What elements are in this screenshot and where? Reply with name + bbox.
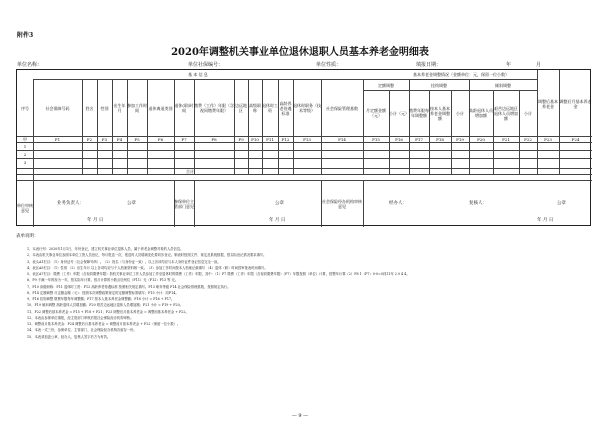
code-cell: F14 xyxy=(338,136,346,142)
col-link-years: 缴费年限每年调整额 xyxy=(409,108,429,118)
grid-hline xyxy=(17,174,592,175)
note-line: 10、F19 倾斜调整 高龄退休人员增加额；F20 艰苦边远地区退休人员增加额；F21 小计 = F19 + F20。 xyxy=(27,303,184,308)
col-fixed-amount: 月定额金额（元） xyxy=(366,108,386,118)
unit-code-label: 单位社保编号： xyxy=(188,62,224,68)
code-cell: F24 xyxy=(571,136,580,142)
col-work-start: 参加工作时间 xyxy=(127,103,147,113)
dept-date: 年 月 日 xyxy=(269,218,286,223)
note-line: 6、F9 不满一年的视为一年，按实际年计算，按月计算的小数点后两位（F11）无（F12）F13 等 无。 xyxy=(27,278,179,283)
grid-hline xyxy=(17,142,592,143)
code-cell: F17 xyxy=(415,136,423,142)
code-cell: 甲 xyxy=(23,136,27,142)
grid-vline xyxy=(194,180,195,227)
grid-vline xyxy=(363,180,364,227)
grid-hline xyxy=(17,180,592,181)
group-basic-info: 基 本 信 息 xyxy=(188,72,208,77)
code-cell: F21 xyxy=(502,136,510,142)
col-link-base: 按本人基本养老金调整额 xyxy=(430,105,450,121)
code-cell: F20 xyxy=(477,136,485,142)
col-pension-before: 退休时工资 xyxy=(262,103,278,113)
note-line: 1、本表行列：2020年1月1日，年份登记，建立机关事业单位退休人员，属于养老金调整对象的人员信息。 xyxy=(27,247,184,251)
unit-name-label: 单位名称： xyxy=(17,62,43,68)
date-year: 年 xyxy=(506,62,512,68)
col-insurance-type: 社会保险管理基数 xyxy=(326,105,358,111)
code-cell: F3 xyxy=(101,136,108,142)
agency-stamp-label: 公章 xyxy=(557,201,566,206)
group-tilt: 倾斜调整 xyxy=(495,82,511,88)
grid-hline xyxy=(17,158,592,159)
col-pension-std: 退休时职务（技术等级） xyxy=(293,103,321,113)
col-tilt-sub: 小计 xyxy=(524,110,532,116)
col-tilt-remote: 艰苦边远地区退休人员增加额 xyxy=(494,105,518,121)
col-after-total: 调整后月基本养老金 xyxy=(559,98,592,109)
code-cell: F8 xyxy=(211,136,217,142)
note-line: 4、表区A5栏目：（1）性别 （2）出生年月 以上各项均应与个人档案资料相一致。（3）参加工作时间按本人档案记载填写 （4）退休（职）时间按审批表时间填写。 xyxy=(27,265,268,270)
note-line: 3、表头A1栏目：（1）身份证号（社会保障号码）。（2）姓名（与身份证一致）。以上各项均应与本人身份证件登记信息完全一致。 xyxy=(27,259,221,264)
unit-stamp-label: 公章 xyxy=(127,201,136,206)
col-sex: 性别 xyxy=(100,105,109,111)
note-line: 8、F14 定额调整 月定额金额（元）：按照本次调整政策规定的定额调整标准填写；F15 小计：同F14。 xyxy=(27,290,179,295)
code-cell: F16 xyxy=(395,136,403,142)
unit-nature-label: 单位性质： xyxy=(316,62,342,68)
date-month: 月 xyxy=(536,62,542,68)
code-cell: F12 xyxy=(281,136,290,142)
note-line: 14、本表一式三份，参保单位、主管部门、社会保险经办机构各留存一份。 xyxy=(27,328,137,333)
col-birth: 出生年月 xyxy=(113,103,126,113)
group-adjust-info: 基本养老金调整情况（金额单位：元，保留一位小数） xyxy=(413,72,509,77)
code-cell: F11 xyxy=(266,136,274,142)
code-cell: F19 xyxy=(456,136,464,142)
grid-hline xyxy=(17,150,592,151)
col-id: 社会保障号码 xyxy=(45,105,70,111)
agency-date: 年 月 日 xyxy=(537,218,554,223)
code-cell: F7 xyxy=(181,136,187,142)
unit-date: 年 月 日 xyxy=(87,218,104,223)
agency-opinion-label: 社会保险经办机构审核意见 xyxy=(322,198,362,209)
group-link: 挂钩调整 xyxy=(431,82,447,88)
row-number: 3 xyxy=(23,159,27,165)
col-title-level: 高级职称 xyxy=(249,103,261,113)
note-line: 9、F16 挂钩调整 缴费年限每年调整额；F17 按本人基本养老金调整额；F18 小计 = F16 + F17。 xyxy=(27,297,175,301)
dept-opinion-label: 参保单位主管部门意见 xyxy=(174,198,194,209)
code-cell: F5 xyxy=(134,136,140,142)
attachment-label: 附件3 xyxy=(17,32,34,39)
page-title: 2020年调整机关事业单位退休退职人员基本养老金明细表 xyxy=(171,47,429,58)
code-cell: F6 xyxy=(157,136,164,142)
code-cell: F10 xyxy=(251,136,259,142)
row-number: 1 xyxy=(23,143,27,149)
row-number: 2 xyxy=(23,151,27,157)
code-cell: F1 xyxy=(54,136,61,142)
agency-reviewer-label: 复核人： xyxy=(469,201,487,206)
agency-handler-label: 经办人： xyxy=(389,201,407,206)
note-line: 7、F10 高级职称：F11 退休时工资：F12 高龄养老待遇标准 按照相关规定填写。F13 职务等级 F14 社会保险管理基数，按照规定执行。 xyxy=(27,284,231,289)
page-number: — 9 — xyxy=(291,413,309,419)
notes-heading: 表单说明： xyxy=(16,234,39,239)
col-remote: 边远地区 xyxy=(235,103,247,113)
unit-leader-label: 业务负责人： xyxy=(57,201,84,206)
note-line: 12、本表由参保单位填报，经主管部门审核后报社会保险经办机构审核。 xyxy=(27,315,134,320)
unit-info-row xyxy=(16,61,591,69)
note-line: 15、本表须加盖公章，经办人、复核人签字后方为有效。 xyxy=(27,334,111,339)
grid-vline xyxy=(33,180,34,227)
col-seq: 序号 xyxy=(21,105,29,111)
col-fixed-sub: 小计（元） xyxy=(389,110,409,116)
code-cell: F2 xyxy=(86,136,93,142)
date-label: 填报日期： xyxy=(416,62,442,68)
unit-opinion-label: 单位审核意见 xyxy=(17,202,33,213)
col-years: 缴费（工作）年限（含视同缴费年限） xyxy=(194,103,234,113)
note-line: 11、F22 调整后基本养老金 = F15 + F18 + F21；F23 调整后月基本养老金 = 调整前基本养老金 + F22。 xyxy=(27,309,189,314)
code-cell: F18 xyxy=(436,136,444,142)
col-link-sub: 小计 xyxy=(456,110,464,116)
code-cell: F9 xyxy=(238,136,244,142)
dept-stamp-label: 公章 xyxy=(275,201,284,206)
total-row-label: 合计 xyxy=(186,168,194,174)
code-cell: F4 xyxy=(116,136,123,142)
group-fixed: 定额调整 xyxy=(378,82,394,88)
code-cell: F15 xyxy=(372,136,380,142)
code-cell: F13 xyxy=(303,136,311,142)
note-line: 13、调整前月基本养老金：F24 调整后月基本养老金 = 调整前月基本养老金 + F22（保留一位小数）。 xyxy=(27,322,181,326)
code-cell: F23 xyxy=(544,136,552,142)
col-retire-time: 退休(职)时间 xyxy=(174,103,194,113)
pension-table xyxy=(16,69,591,226)
note-line: 5、表区A7栏目：缴费（工作）年限（含视同缴费年限）指机关事业单位工作人员参加工作至退休时的缴费（工作）年限，其中：（1）F7 缴费（工作）年限（含视同缴费年限）（F7）年限按照（单位）计算，按整年计算（2）F8 1（F7）0-0=0到11年 2 0 4 4。 xyxy=(27,272,410,276)
note-line: 2、本表由机关事业单位参照本单位工资人员登记，每月报送一次，报送时人员增减变化要同步登记。制表时按照文件、规定及系统数据，按实际登记情况要求填写。 xyxy=(27,253,267,258)
col-old-age: 高龄养老待遇标准 xyxy=(279,100,292,116)
notes-list xyxy=(27,246,582,340)
code-cell: F22 xyxy=(524,136,532,142)
col-tilt-age: 高龄退休人员增加额 xyxy=(469,108,493,118)
col-total-adjust: 调整后基本养老金 xyxy=(538,98,558,109)
col-name: 姓名 xyxy=(85,105,94,111)
col-retire-type: 退休离退类别 xyxy=(148,105,173,111)
